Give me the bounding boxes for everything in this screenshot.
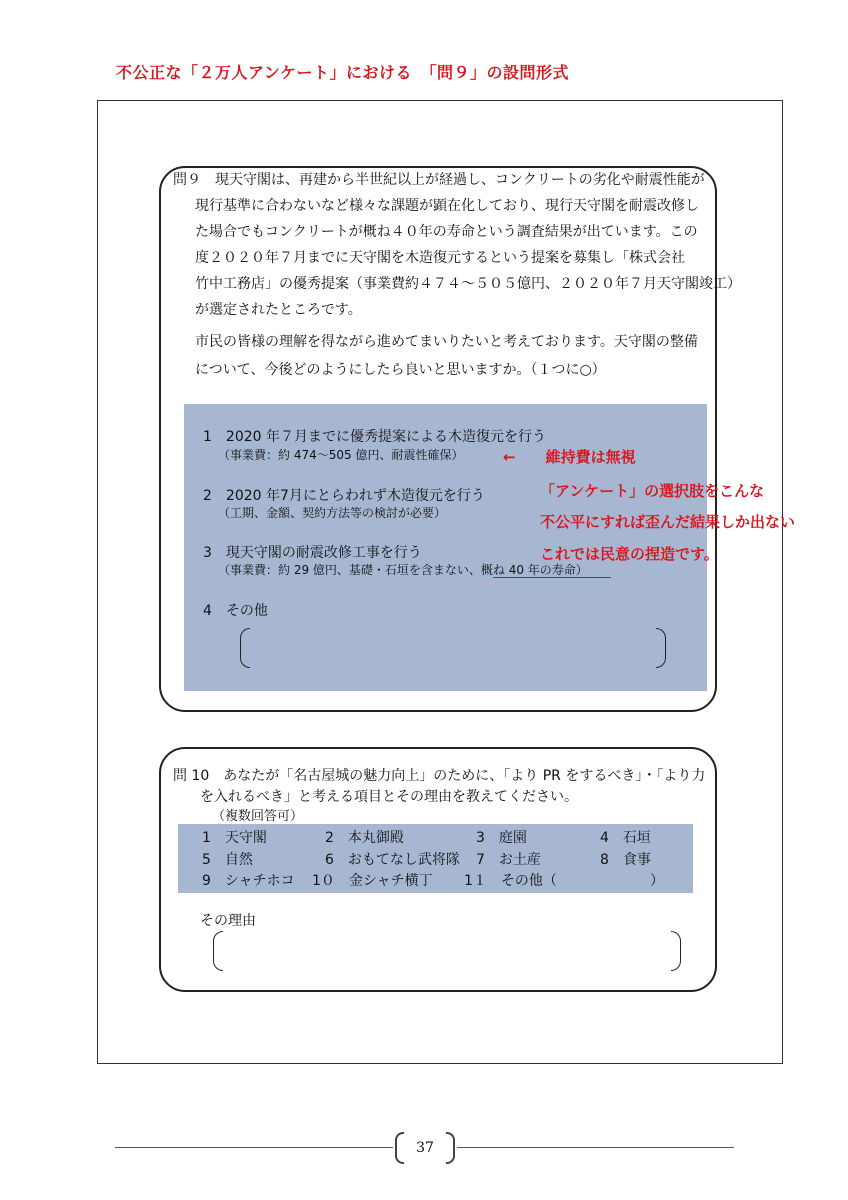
- page-number-left-bracket: [395, 1132, 404, 1164]
- left-bracket: [213, 931, 223, 971]
- right-bracket: [656, 628, 666, 668]
- q9-line: が選定されたところです。: [195, 302, 362, 318]
- q10-item: 9 シャチホコ: [202, 873, 295, 889]
- q10-item: 2 本丸御殿: [325, 830, 404, 846]
- annotation-line: 「アンケート」の選択肢をこんな: [540, 482, 765, 500]
- q10-item: 7 お土産: [476, 852, 541, 868]
- footer-rule-right: [457, 1147, 734, 1148]
- q9-option-2-note: （工期、金額、契約方法等の検討が必要）: [218, 506, 447, 520]
- right-bracket: [671, 931, 681, 971]
- q9-option-3-label: 3 現天守閣の耐震改修工事を行う: [203, 545, 422, 561]
- q10-note: （複数回答可）: [212, 809, 304, 824]
- question-9-text: [173, 167, 741, 383]
- q10-item: 1 天守閣: [202, 830, 267, 846]
- q10-item: ）: [650, 873, 664, 889]
- q9-line: 問９ 現天守閣は、再建から半世紀以上が経過し、コンクリートの劣化や耐震性能が: [173, 172, 705, 188]
- page-title: 不公正な「２万人アンケート」における 「問９」の設問形式: [116, 63, 570, 82]
- q9-option-3-note: （事業費：約 29 億円、基礎・石垣を含まない、概ね 40 年の寿命）: [218, 563, 588, 577]
- annotation-maintenance-ignored: ← 維持費は無視: [503, 448, 636, 466]
- q10-item: 6 おもてなし武将隊: [325, 852, 460, 868]
- left-bracket: [240, 628, 250, 668]
- footer-rule-left: [115, 1147, 393, 1148]
- q10-item: 5 自然: [202, 852, 253, 868]
- q9-line: について、今後どのようにしたら良いと思いますか。（１つに○）: [195, 362, 606, 378]
- q10-item: 1０ 金シャチ横丁: [312, 873, 433, 889]
- page-number-box: [395, 1132, 455, 1164]
- q9-option-1-label: 1 2020 年７月までに優秀提案による木造復元を行う: [203, 429, 546, 445]
- red-underline-annotation: [493, 577, 611, 578]
- q9-line: た場合でもコンクリートが概ね４０年の寿命という調査結果が出ています。この: [195, 224, 698, 240]
- q9-option-4-label: 4 その他: [203, 603, 268, 619]
- q10-item: 3 庭園: [476, 830, 527, 846]
- q10-item: 8 食事: [600, 852, 651, 868]
- q9-line: 度２０２０年７月までに天守閣を木造復元するという提案を募集し「株式会社: [195, 250, 685, 266]
- q9-line: 市民の皆様の理解を得ながら進めてまいりたいと考えております。天守閣の整備: [195, 334, 698, 350]
- annotation-line: 不公平にすれば歪んだ結果しか出ない: [540, 513, 796, 531]
- q9-line: 竹中工務店」の優秀提案（事業費約４７４～５０５億円、２０２０年７月天守閣竣工）: [195, 276, 741, 292]
- q10-line: を入れるべき」と考える項目とその理由を教えてください。: [200, 789, 578, 805]
- page-number-right-bracket: [446, 1132, 455, 1164]
- q10-item: 1１ その他（: [464, 873, 557, 889]
- q9-option-1-note: （事業費：約 474～505 億円、耐震性確保）: [218, 448, 464, 462]
- q9-line: 現行基準に合わないなど様々な課題が顕在化しており、現行天守閣を耐震改修し: [195, 198, 699, 214]
- annotation-line: これでは民意の捏造です。: [540, 545, 719, 563]
- q10-item: 4 石垣: [600, 830, 651, 846]
- q10-reason-label: その理由: [200, 913, 256, 929]
- q10-line: 問 10 あなたが「名古屋城の魅力向上」のために、「より PR をするべき」・「より力: [173, 768, 706, 784]
- page-number: 37: [416, 1140, 434, 1156]
- q9-option-2-label: 2 2020 年7月にとらわれず木造復元を行う: [203, 488, 485, 504]
